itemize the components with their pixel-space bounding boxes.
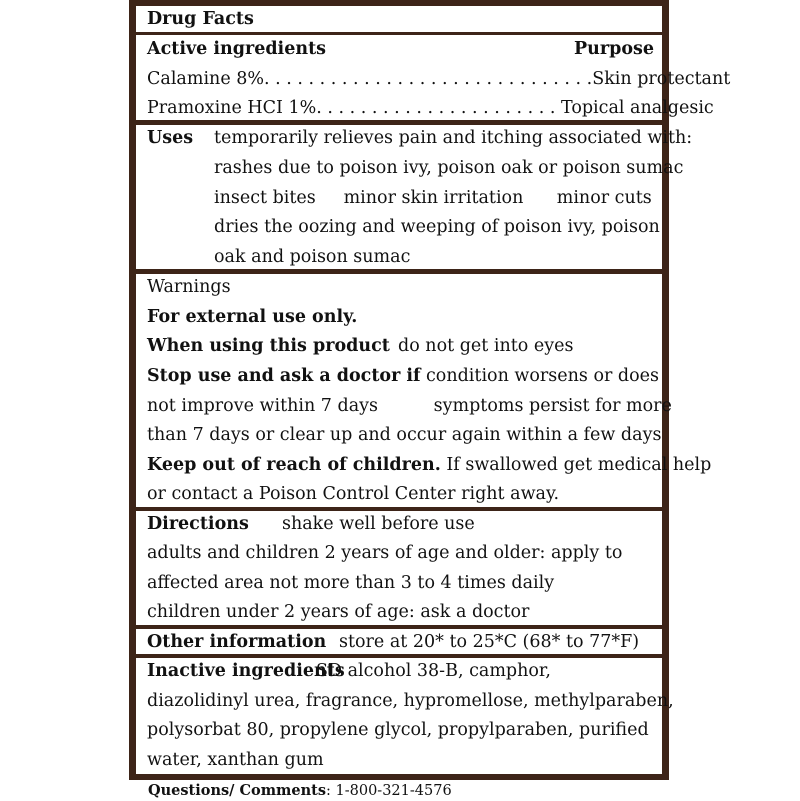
active-ingredient-row: Pramoxine HCI 1%. . . . . . . . . . . . . . . . . . . . . . Topical analgesic [147,98,714,118]
questions-phone: : 1-800-321-4576 [326,783,452,799]
drug-facts-title: Drug Facts [147,9,254,29]
inactive-first: SD alcohol 38-B, camphor, [316,661,551,681]
keep-out-of-reach [147,453,711,477]
uses-line: dries the oozing and weeping of poison ivy, poison [214,217,660,237]
inactive-line: polysorbat 80, propylene glycol, propylparaben, purified [147,720,649,740]
when-using-label: When using this product [147,336,390,356]
section-divider [136,654,662,658]
questions-footer [148,781,452,801]
uses-heading: Uses [147,128,194,148]
drug-facts-panel [136,6,731,774]
when-using-text: do not get into eyes [398,336,574,356]
keep-out-label: Keep out of reach of children. [147,455,441,475]
section-divider [136,120,662,125]
stop-use-label: Stop use and ask a doctor if [147,366,421,386]
uses-line: rashes due to poison ivy, poison oak or poison sumac [214,158,684,178]
section-divider [136,32,662,35]
directions-line: affected area not more than 3 to 4 times daily [147,573,555,593]
keep-out-line: or contact a Poison Control Center right away. [147,484,560,504]
stop-use-text: condition worsens or does [426,366,659,386]
active-ingredients-heading: Active ingredients [147,39,326,59]
active-ingredient-row: Calamine 8%. . . . . . . . . . . . . . . . . . . . . . . . . . . . . .Skin protectant [147,69,731,89]
keep-out-text: If swallowed get medical help [440,455,712,475]
purpose-heading: Purpose [574,39,654,59]
directions-line: adults and children 2 years of age and older: apply to [147,543,623,563]
other-information-text: store at 20* to 25*C (68* to 77*F) [339,632,640,652]
directions-first: shake well before use [282,514,475,534]
uses-line: oak and poison sumac [214,247,411,267]
directions-heading: Directions [147,514,249,534]
inactive-line: water, xanthan gum [147,750,324,770]
stop-use-line: than 7 days or clear up and occur again within a few days [147,425,662,445]
external-use-warning: For external use only. [147,307,358,327]
inactive-line: diazolidinyl urea, fragrance, hypromellose, methylparaben, [147,691,674,711]
uses-line: temporarily relieves pain and itching associated with: [214,128,693,148]
warnings-heading: Warnings [147,277,231,297]
stop-use-line: not improve within 7 days symptoms persist for more [147,396,672,416]
section-divider [136,625,662,629]
directions-line: children under 2 years of age: ask a doctor [147,602,530,622]
other-information-heading: Other information [147,632,327,652]
inactive-ingredients-heading: Inactive ingredients [147,661,345,681]
section-divider [136,507,662,511]
questions-label: Questions/ Comments [148,782,327,799]
uses-line: insect bites minor skin irritation minor cuts [214,188,652,208]
section-divider [136,269,662,274]
